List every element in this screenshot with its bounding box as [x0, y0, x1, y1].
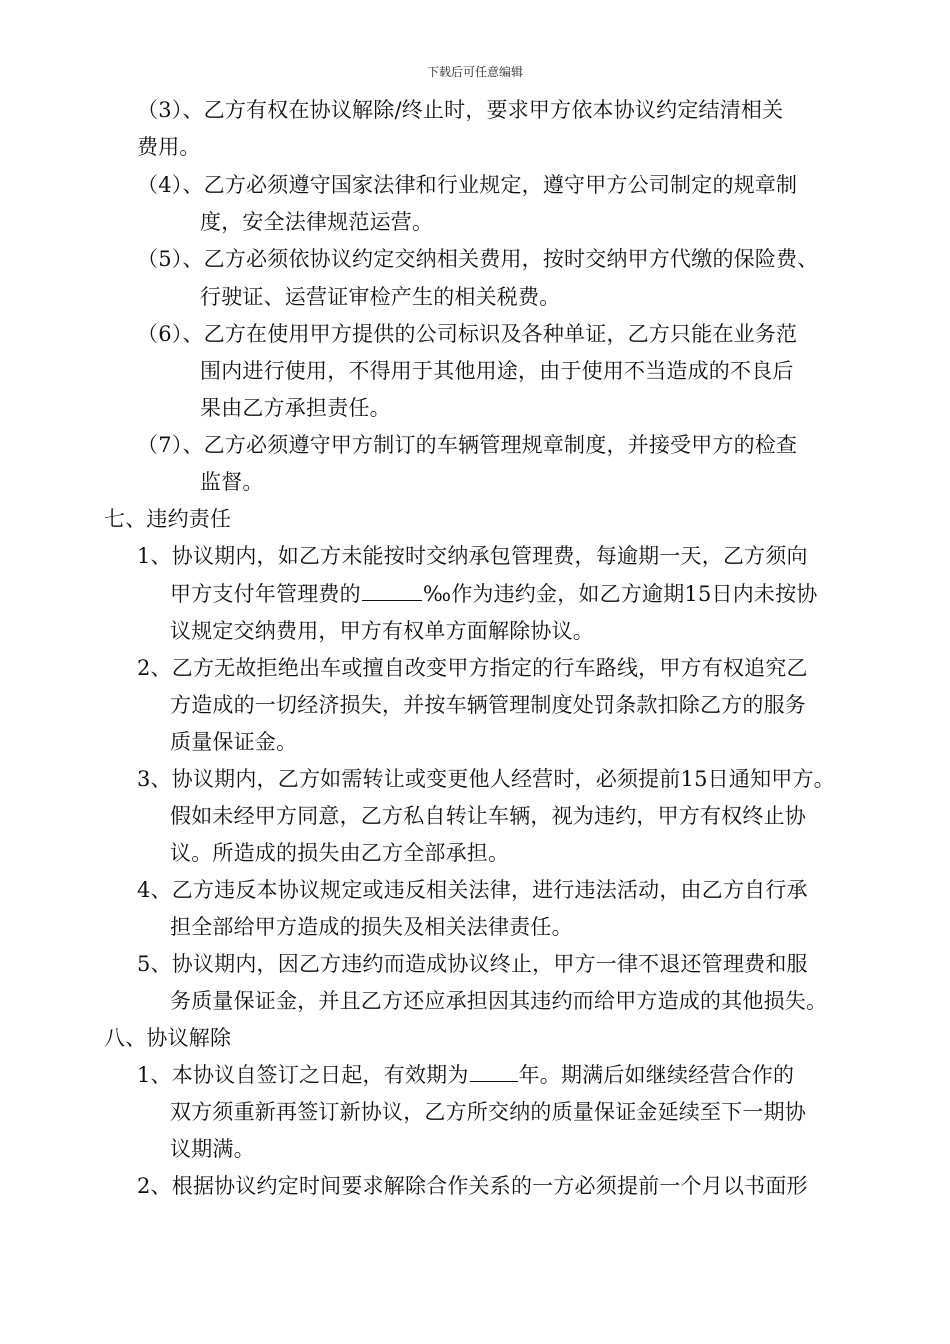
clause-7-1-line-1: 1、协议期内，如乙方未能按时交纳承包管理费，每逾期一天，乙方须向 — [137, 544, 808, 568]
clause-7-1-line-2 — [170, 580, 818, 608]
clause-6-6-line-2: 围内进行使用，不得用于其他用途，由于使用不当造成的不良后 — [200, 359, 794, 383]
clause-7-1-line-2-part-2: ‰作为违约金，如乙方逾期15日内未按协 — [422, 582, 818, 606]
clause-7-2-line-1: 2、乙方无故拒绝出车或擅自改变甲方指定的行车路线，甲方有权追究乙 — [137, 656, 808, 680]
penalty-rate-blank — [362, 580, 422, 601]
clause-7-5-line-1: 5、协议期内，因乙方违约而造成协议终止，甲方一律不退还管理费和服 — [137, 952, 808, 976]
section-7-heading: 七、违约责任 — [104, 507, 232, 531]
clause-7-3-line-3: 议。所造成的损失由乙方全部承担。 — [170, 841, 510, 865]
clause-6-6-line-1: （6）、乙方在使用甲方提供的公司标识及各种单证，乙方只能在业务范 — [137, 322, 798, 346]
validity-years-blank — [470, 1061, 518, 1082]
clause-8-1-line-1-part-1: 1、本协议自签订之日起，有效期为 — [137, 1063, 469, 1087]
clause-7-1-line-3: 议规定交纳费用，甲方有权单方面解除协议。 — [170, 619, 594, 643]
clause-8-2-line-1: 2、根据协议约定时间要求解除合作关系的一方必须提前一个月以书面形 — [137, 1174, 808, 1198]
clause-6-4-line-1: （4）、乙方必须遵守国家法律和行业规定，遵守甲方公司制定的规章制 — [137, 173, 798, 197]
clause-6-3-line-2: 费用。 — [137, 135, 201, 159]
clause-7-4-line-2: 担全部给甲方造成的损失及相关法律责任。 — [170, 915, 573, 939]
clause-7-1-line-2-part-1: 甲方支付年管理费的 — [170, 582, 361, 606]
clause-6-5-line-1: （5）、乙方必须依协议约定交纳相关费用，按时交纳甲方代缴的保险费、 — [137, 247, 819, 271]
clause-7-2-line-3: 质量保证金。 — [170, 730, 298, 754]
clause-6-5-line-2: 行驶证、运营证审检产生的相关税费。 — [200, 285, 561, 309]
clause-6-7-line-2: 监督。 — [200, 470, 264, 494]
clause-8-1-line-1-part-2: 年。期满后如继续经营合作的 — [518, 1063, 795, 1087]
clause-7-3-line-1: 3、协议期内，乙方如需转让或变更他人经营时，必须提前15日通知甲方。 — [137, 767, 835, 791]
clause-6-7-line-1: （7）、乙方必须遵守甲方制订的车辆管理规章制度，并接受甲方的检查 — [137, 433, 798, 457]
clause-6-6-line-3: 果由乙方承担责任。 — [200, 396, 391, 420]
section-8-heading: 八、协议解除 — [104, 1026, 232, 1050]
header-note: 下载后可任意编辑 — [426, 65, 523, 79]
clause-7-2-line-2: 方造成的一切经济损失，并按车辆管理制度处罚条款扣除乙方的服务 — [170, 693, 806, 717]
clause-8-1-line-1 — [137, 1061, 794, 1089]
clause-7-3-line-2: 假如未经甲方同意，乙方私自转让车辆，视为违约，甲方有权终止协 — [170, 804, 806, 828]
clause-7-4-line-1: 4、乙方违反本协议规定或违反相关法律，进行违法活动，由乙方自行承 — [137, 878, 808, 902]
clause-8-1-line-2: 双方须重新再签订新协议，乙方所交纳的质量保证金延续至下一期协 — [170, 1100, 806, 1124]
clause-6-4-line-2: 度，安全法律规范运营。 — [200, 210, 434, 234]
clause-7-5-line-2: 务质量保证金，并且乙方还应承担因其违约而给甲方造成的其他损失。 — [170, 989, 828, 1013]
clause-6-3-line-1: （3）、乙方有权在协议解除/终止时，要求甲方依本协议约定结清相关 — [137, 98, 784, 122]
clause-8-1-line-3: 议期满。 — [170, 1137, 255, 1161]
